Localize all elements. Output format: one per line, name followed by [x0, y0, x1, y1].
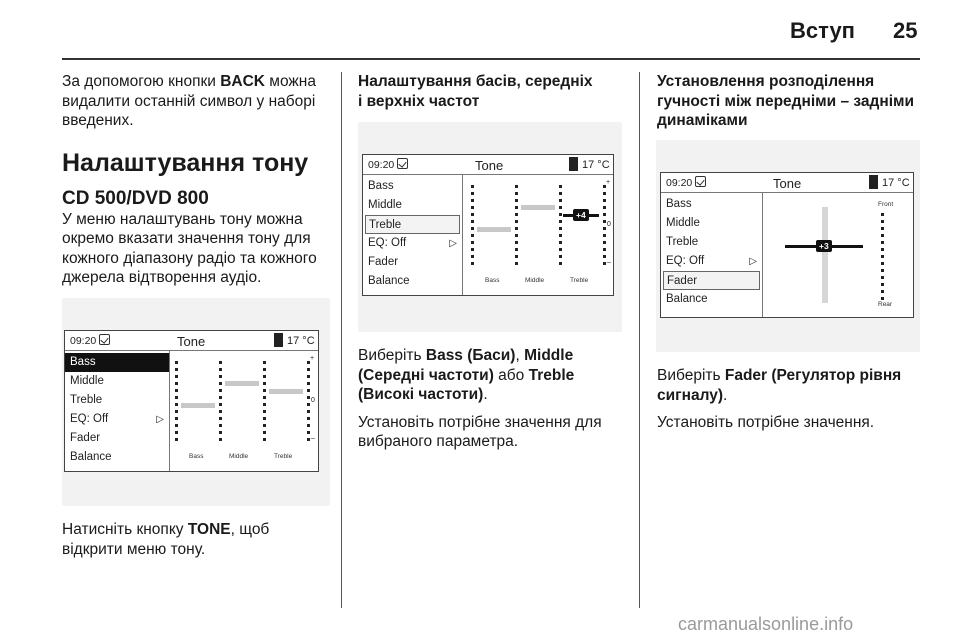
tone-button-paragraph: Натисніть кнопку TONE, щоб відкрити меню тону.	[62, 521, 270, 558]
tone-button-ref: TONE	[187, 521, 231, 538]
eq-scale-bass	[515, 185, 518, 265]
tone-screen-1	[64, 330, 319, 472]
axis-label-treble: Treble	[274, 453, 293, 460]
status-bar	[65, 331, 318, 351]
body-paragraph: У меню налаштувань тону можна окремо вказати значення тону для кожного діапазону радіо та кожного джерела відтворення аудіо.	[62, 210, 317, 286]
page-header	[0, 0, 960, 60]
screen-title: Tone	[773, 176, 802, 191]
watermark: carmanualsonline.info	[678, 614, 854, 634]
select-bmt-paragraph: Виберіть Bass (Баси), Middle (Середні частоти) або Treble (Високі частоти).	[358, 347, 575, 403]
eq-scale-middle	[559, 185, 562, 265]
clock-icon	[695, 176, 706, 187]
set-fader-paragraph: Установіть потрібне значення.	[657, 414, 875, 431]
eq-bar-treble	[269, 389, 303, 394]
scale-zero: 0	[311, 397, 315, 404]
axis-label-bass: Bass	[189, 453, 204, 460]
clock-icon	[397, 158, 408, 169]
menu-item-bass[interactable]: Bass	[368, 180, 394, 192]
status-bar	[363, 155, 613, 175]
treble-value-badge: +4	[573, 209, 589, 221]
menu-item-treble[interactable]: Treble	[365, 215, 460, 234]
subsection-title: CD 500/DVD 800	[62, 187, 209, 209]
tone-screen-figure-1	[62, 298, 330, 506]
temperature: 17 °C	[287, 335, 315, 347]
eq-bar-bass	[181, 403, 215, 408]
column-3-instructions	[657, 366, 919, 433]
column-1	[62, 72, 332, 288]
tone-menu	[363, 175, 463, 295]
page-number: 25	[893, 18, 918, 43]
fader-heading: Установлення розподілення гучності між передніми – задніми динаміками	[657, 73, 915, 129]
menu-item-balance[interactable]: Balance	[666, 293, 708, 305]
menu-item-eq[interactable]: EQ: Off ▷	[363, 234, 462, 253]
column-divider-2	[639, 72, 640, 608]
clock-icon	[99, 334, 110, 345]
eq-scale-right	[307, 361, 310, 441]
submenu-arrow-icon: ▷	[156, 414, 164, 425]
axis-label-bass: Bass	[485, 277, 500, 284]
select-fader-paragraph: Виберіть Fader (Регулятор рівня сигналу).	[657, 367, 902, 404]
scale-zero: 0	[607, 221, 611, 228]
thermometer-icon	[869, 175, 878, 189]
scale-minus: –	[607, 259, 611, 266]
tone-screen-2	[362, 154, 614, 296]
fader-value-badge: +3	[816, 240, 832, 252]
eq-scale-middle	[263, 361, 266, 441]
menu-item-middle[interactable]: Middle	[70, 375, 104, 387]
back-button-ref: BACK	[220, 73, 265, 90]
menu-item-treble[interactable]: Treble	[666, 236, 699, 248]
column-divider-1	[341, 72, 342, 608]
scale-plus: +	[606, 179, 611, 186]
menu-item-fader[interactable]: Fader	[663, 271, 760, 290]
eq-scale-left	[175, 361, 178, 441]
fader-vertical-guide	[822, 207, 828, 303]
menu-item-balance[interactable]: Balance	[368, 275, 410, 287]
fader-screen-figure	[656, 140, 920, 352]
menu-item-balance[interactable]: Balance	[70, 451, 112, 463]
clock-time: 09:20	[368, 159, 395, 171]
fader-rear-label: Rear	[878, 301, 893, 308]
header-rule	[62, 58, 920, 60]
menu-item-bass[interactable]: Bass	[65, 353, 169, 372]
fader-screen	[660, 172, 914, 318]
temperature: 17 °C	[882, 177, 910, 189]
menu-item-bass[interactable]: Bass	[666, 198, 692, 210]
intro-text-a: За допомогою кнопки	[62, 73, 221, 90]
clock-time: 09:20	[666, 177, 693, 189]
eq-scale-bass	[219, 361, 222, 441]
tone-menu	[65, 351, 170, 471]
eq-bar-middle	[225, 381, 259, 386]
menu-item-fader[interactable]: Fader	[70, 432, 101, 444]
axis-label-treble: Treble	[570, 277, 589, 284]
tone-screen-figure-2	[358, 122, 622, 332]
set-value-paragraph: Установіть потрібне значення для вибраного параметра.	[358, 413, 602, 450]
scale-plus: +	[310, 355, 315, 362]
status-bar	[661, 173, 913, 193]
menu-item-middle[interactable]: Middle	[666, 217, 700, 229]
menu-item-middle[interactable]: Middle	[368, 199, 402, 211]
thermometer-icon	[569, 157, 578, 171]
submenu-arrow-icon: ▷	[749, 256, 757, 267]
screen-title: Tone	[177, 334, 206, 349]
fader-front-label: Front	[878, 201, 894, 208]
thermometer-icon	[274, 333, 283, 347]
column-2	[358, 72, 630, 111]
eq-scale-left	[471, 185, 474, 265]
submenu-arrow-icon: ▷	[449, 238, 457, 249]
screen-title: Tone	[475, 158, 504, 173]
eq-bar-middle	[521, 205, 555, 210]
clock-time: 09:20	[70, 335, 97, 347]
scale-minus: –	[311, 435, 315, 442]
axis-label-middle: Middle	[525, 277, 545, 284]
eq-bar-bass	[477, 227, 511, 232]
menu-item-treble[interactable]: Treble	[70, 394, 103, 406]
intro-text-c: можна видалити останній символ у наборі введених.	[62, 73, 316, 129]
column-2-instructions	[358, 346, 630, 452]
axis-label-middle: Middle	[229, 453, 249, 460]
eq-scale-right	[603, 185, 606, 265]
intro-paragraph	[62, 72, 332, 131]
temperature: 17 °C	[582, 159, 610, 171]
tone-menu	[661, 193, 763, 317]
section-title: Налаштування тону	[62, 148, 309, 177]
menu-item-eq[interactable]: EQ: Off ▷	[65, 410, 169, 429]
menu-item-fader[interactable]: Fader	[368, 256, 399, 268]
column-3	[657, 72, 919, 131]
menu-item-eq[interactable]: EQ: Off ▷	[661, 252, 762, 271]
page-section-title: Вступ	[790, 18, 855, 43]
fader-scale	[881, 213, 884, 301]
bass-mid-treble-heading: Налаштування басів, середніх і верхніх частот	[358, 73, 593, 110]
